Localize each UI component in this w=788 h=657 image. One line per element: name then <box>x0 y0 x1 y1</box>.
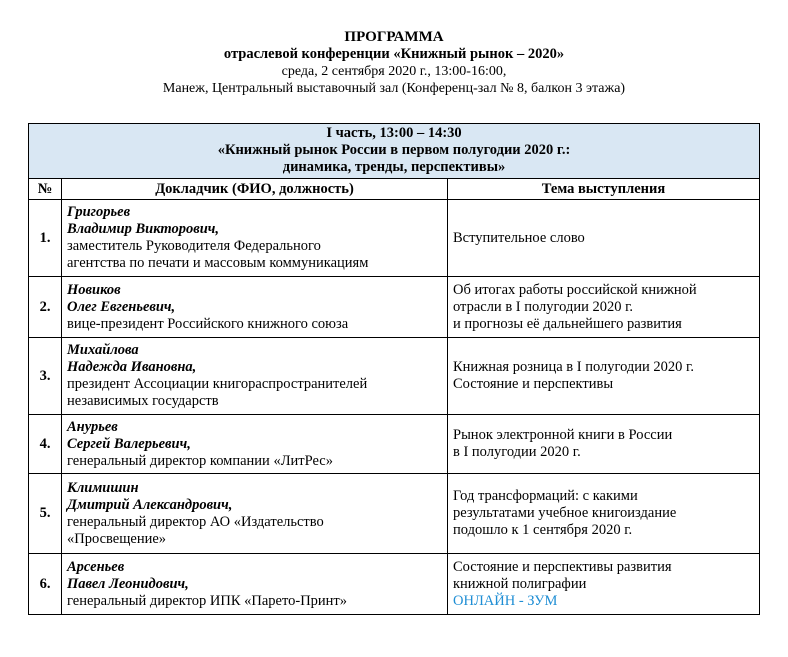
topic-line: Вступительное слово <box>453 229 585 246</box>
speaker-position: генеральный директор ИПК «Парето-Принт» <box>67 592 348 609</box>
topic-line: подошло к 1 сентября 2020 г. <box>453 522 633 538</box>
topic-cell <box>448 277 760 338</box>
document-subtitle: отраслевой конференции «Книжный рынок – 2020» <box>223 46 565 62</box>
row-number: 1. <box>29 200 62 277</box>
online-label: ОНЛАЙН - ЗУМ <box>453 592 558 609</box>
row-number: 3. <box>29 338 62 415</box>
speaker-name: Дмитрий Александрович, <box>67 496 233 513</box>
event-date: среда, 2 сентября 2020 г., 13:00-16:00, <box>281 64 507 79</box>
speaker-cell <box>62 554 448 615</box>
topic-line: Состояние и перспективы развития <box>453 558 672 575</box>
topic-cell <box>448 415 760 474</box>
program-rows <box>29 200 760 615</box>
topic-line: в I полугодии 2020 г. <box>453 444 581 460</box>
topic-cell <box>448 200 760 277</box>
speaker-cell <box>62 415 448 474</box>
topic-line: Книжная розница в I полугодии 2020 г. <box>453 359 694 375</box>
speaker-position: генеральный директор АО «Издательство <box>67 513 324 530</box>
speaker-name: Павел Леонидович, <box>67 575 189 592</box>
part-title-line1: «Книжный рынок России в первом полугодии 2020 г.: <box>217 142 571 158</box>
part-header-row <box>29 124 760 179</box>
speaker-name: Сергей Валерьевич, <box>67 435 191 452</box>
speaker-name: Надежда Ивановна, <box>67 359 197 375</box>
topic-cell <box>448 474 760 554</box>
speaker-cell <box>62 200 448 277</box>
table-row <box>29 200 760 277</box>
column-header-topic: Тема выступления <box>448 179 760 200</box>
row-number: 6. <box>29 554 62 615</box>
topic-line: Об итогах работы российской книжной <box>453 281 697 298</box>
column-header-speaker: Докладчик (ФИО, должность) <box>62 179 448 200</box>
topic-line: Рынок электронной книги в России <box>453 427 673 443</box>
topic-line: книжной полиграфии <box>453 575 587 592</box>
speaker-cell <box>62 277 448 338</box>
document-title: ПРОГРАММА <box>344 29 444 45</box>
speaker-surname: Климишин <box>67 479 139 496</box>
program-table <box>28 123 760 615</box>
table-row <box>29 277 760 338</box>
table-row <box>29 415 760 474</box>
topic-cell <box>448 554 760 615</box>
speaker-surname: Григорьев <box>67 204 131 220</box>
speaker-position: независимых государств <box>67 393 219 409</box>
part-header <box>29 124 760 179</box>
topic-line: отрасли в I полугодии 2020 г. <box>453 298 634 315</box>
speaker-cell <box>62 338 448 415</box>
speaker-surname: Новиков <box>67 281 121 298</box>
part-time: I часть, 13:00 – 14:30 <box>326 125 462 141</box>
speaker-position: вице-президент Российского книжного союза <box>67 315 349 332</box>
speaker-position: президент Ассоциации книгораспространителей <box>67 376 368 392</box>
column-header-num: № <box>29 179 62 200</box>
table-row <box>29 338 760 415</box>
speaker-name: Олег Евгеньевич, <box>67 298 176 315</box>
topic-line: и прогнозы её дальнейшего развития <box>453 315 682 332</box>
row-number: 2. <box>29 277 62 338</box>
topic-line: Год трансформаций: с какими <box>453 488 638 504</box>
topic-cell <box>448 338 760 415</box>
document-header <box>0 0 788 97</box>
speaker-surname: Арсеньев <box>67 558 125 575</box>
row-number: 4. <box>29 415 62 474</box>
speaker-position: заместитель Руководителя Федерального <box>67 238 321 254</box>
topic-line: Состояние и перспективы <box>453 376 614 392</box>
speaker-position: генеральный директор компании «ЛитРес» <box>67 452 333 469</box>
event-venue: Манеж, Центральный выставочный зал (Конференц-зал № 8, балкон 3 этажа) <box>162 81 626 96</box>
part-title-line2: динамика, тренды, перспективы» <box>282 159 506 175</box>
speaker-surname: Михайлова <box>67 342 139 358</box>
speaker-name: Владимир Викторович, <box>67 221 220 237</box>
column-header-row <box>29 179 760 200</box>
table-row <box>29 554 760 615</box>
speaker-position: «Просвещение» <box>67 530 167 547</box>
table-row <box>29 474 760 554</box>
speaker-cell <box>62 474 448 554</box>
speaker-position: агентства по печати и массовым коммуникациям <box>67 255 369 271</box>
speaker-surname: Анурьев <box>67 418 118 435</box>
row-number: 5. <box>29 474 62 554</box>
topic-line: результатами учебное книгоиздание <box>453 505 677 521</box>
